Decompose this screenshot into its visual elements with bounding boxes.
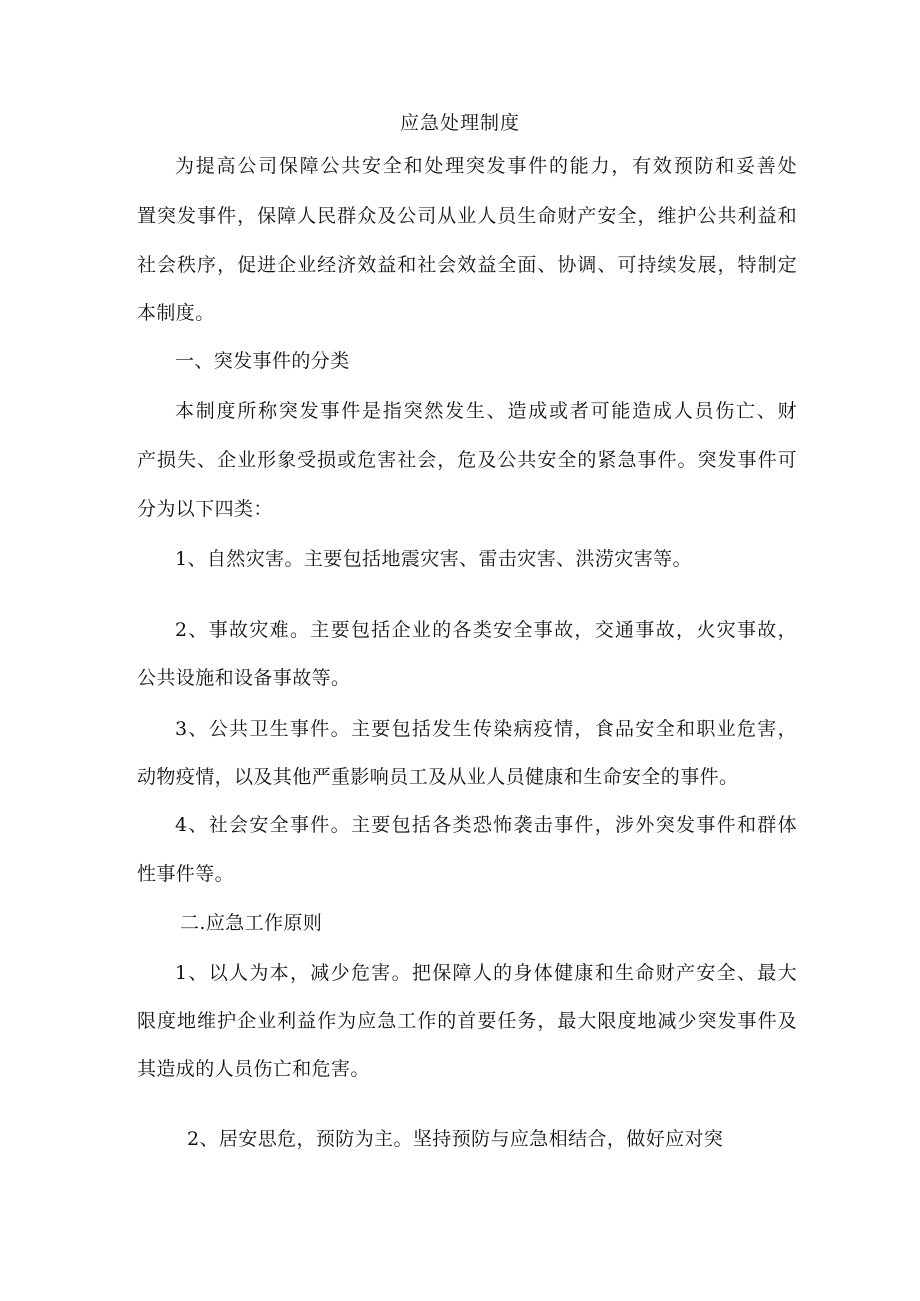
paragraph-definition-line-1: 本制度所称突发事件是指突然发生、造成或者可能造成人员伤亡、财 <box>175 400 797 422</box>
item-public-health-line-1: 3、公共卫生事件。主要包括发生传染病疫情，食品安全和职业危害， <box>175 718 797 740</box>
paragraph-intro-line-1: 为提高公司保障公共安全和处理突发事件的能力，有效预防和妥善处 <box>175 155 797 177</box>
paragraph-definition-line-2: 产损失、企业形象受损或危害社会，危及公共安全的紧急事件。突发事件可 <box>137 449 797 471</box>
section-heading-2: 二.应急工作原则 <box>180 912 323 934</box>
paragraph-intro-line-2: 置突发事件，保障人民群众及公司从业人员生命财产安全，维护公共利益和 <box>137 205 797 227</box>
section-heading-1: 一、突发事件的分类 <box>175 350 350 372</box>
paragraph-definition-line-3: 分为以下四类： <box>137 498 273 520</box>
principle-1-line-2: 限度地维护企业利益作为应急工作的首要任务，最大限度地减少突发事件及 <box>137 1010 797 1032</box>
item-natural-disaster: 1、自然灾害。主要包括地震灾害、雷击灾害、洪涝灾害等。 <box>175 548 692 570</box>
paragraph-intro-line-4: 本制度。 <box>137 302 215 324</box>
paragraph-intro-line-3: 社会秩序，促进企业经济效益和社会效益全面、协调、可持续发展，特制定 <box>137 254 797 276</box>
item-social-security-line-1: 4、社会安全事件。主要包括各类恐怖袭击事件，涉外突发事件和群体 <box>175 814 797 836</box>
document-title: 应急处理制度 <box>399 112 520 134</box>
item-social-security-line-2: 性事件等。 <box>137 863 235 885</box>
item-accident-line-1: 2、事故灾难。主要包括企业的各类安全事故，交通事故，火灾事故， <box>175 619 797 641</box>
item-public-health-line-2: 动物疫情，以及其他严重影响员工及从业人员健康和生命安全的事件。 <box>137 766 739 788</box>
principle-1-line-3: 其造成的人员伤亡和危害。 <box>137 1058 370 1080</box>
item-accident-line-2: 公共设施和设备事故等。 <box>137 667 351 689</box>
principle-1-line-1: 1、以人为本，减少危害。把保障人的身体健康和生命财产安全、最大 <box>175 962 797 984</box>
principle-2-line-1: 2、居安思危，预防为主。坚持预防与应急相结合，做好应对突 <box>187 1128 724 1150</box>
